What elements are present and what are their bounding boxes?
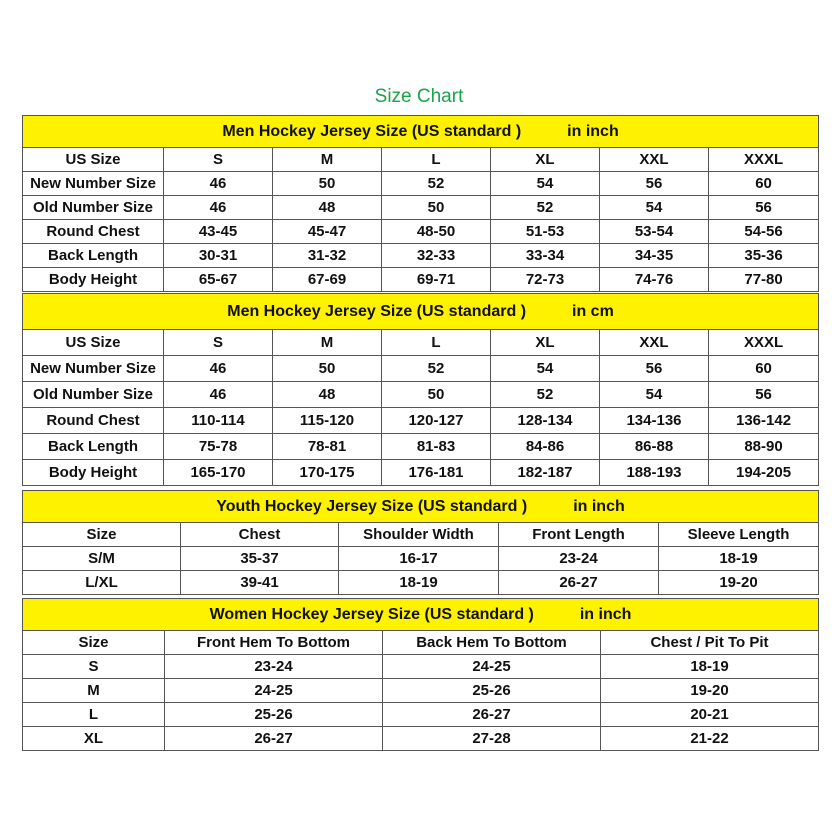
table-cell: 81-83 — [382, 434, 491, 460]
row-label: S/M — [23, 547, 181, 571]
column-header: Size — [23, 523, 181, 547]
column-header: XXXL — [709, 148, 819, 172]
table-cell: 54 — [600, 196, 709, 220]
table-cell: 50 — [273, 356, 382, 382]
table-cell: 48-50 — [382, 220, 491, 244]
table-cell: 33-34 — [491, 244, 600, 268]
column-header-row — [23, 523, 819, 547]
row-label: Old Number Size — [23, 382, 164, 408]
table-cell: 115-120 — [273, 408, 382, 434]
table-cell: 20-21 — [601, 703, 819, 727]
table-cell: 194-205 — [709, 460, 819, 486]
row-label: New Number Size — [23, 172, 164, 196]
table-row — [23, 382, 819, 408]
table-cell: 46 — [164, 382, 273, 408]
table-cell: 39-41 — [181, 571, 339, 595]
column-header: XL — [491, 330, 600, 356]
table-cell: 32-33 — [382, 244, 491, 268]
column-header: XXL — [600, 330, 709, 356]
column-header: Front Length — [499, 523, 659, 547]
table-cell: 77-80 — [709, 268, 819, 292]
table-cell: 54-56 — [709, 220, 819, 244]
column-header: US Size — [23, 330, 164, 356]
table-cell: 18-19 — [339, 571, 499, 595]
column-header: Chest / Pit To Pit — [601, 631, 819, 655]
column-header: Shoulder Width — [339, 523, 499, 547]
column-header: S — [164, 148, 273, 172]
column-header: S — [164, 330, 273, 356]
table-cell: 52 — [382, 172, 491, 196]
table-cell: 69-71 — [382, 268, 491, 292]
table-row — [23, 547, 819, 571]
table-cell: 30-31 — [164, 244, 273, 268]
men-cm-table — [22, 293, 819, 486]
row-label: M — [23, 679, 165, 703]
table-cell: 128-134 — [491, 408, 600, 434]
row-label: Old Number Size — [23, 196, 164, 220]
table-cell: 35-36 — [709, 244, 819, 268]
table-cell: 52 — [382, 356, 491, 382]
table-cell: 24-25 — [165, 679, 383, 703]
table-cell: 170-175 — [273, 460, 382, 486]
unit-text: in inch — [573, 497, 625, 515]
table-cell: 26-27 — [499, 571, 659, 595]
table-row — [23, 655, 819, 679]
table-cell: 54 — [491, 356, 600, 382]
row-label: L — [23, 703, 165, 727]
table-cell: 26-27 — [383, 703, 601, 727]
table-row — [23, 172, 819, 196]
table-cell: 48 — [273, 382, 382, 408]
row-label: Round Chest — [23, 220, 164, 244]
table-cell: 19-20 — [659, 571, 819, 595]
column-header: L — [382, 148, 491, 172]
column-header: M — [273, 330, 382, 356]
row-label: Round Chest — [23, 408, 164, 434]
table-cell: 25-26 — [383, 679, 601, 703]
table-cell: 75-78 — [164, 434, 273, 460]
table-row — [23, 408, 819, 434]
table-cell: 23-24 — [165, 655, 383, 679]
women-inch-table — [22, 598, 819, 751]
table-cell: 53-54 — [600, 220, 709, 244]
row-label: L/XL — [23, 571, 181, 595]
men-cm-heading-row — [23, 294, 819, 330]
table-cell: 27-28 — [383, 727, 601, 751]
table-cell: 165-170 — [164, 460, 273, 486]
column-header-row — [23, 148, 819, 172]
men-inch-heading-row — [23, 116, 819, 148]
column-header: Size — [23, 631, 165, 655]
heading-text: Youth Hockey Jersey Size (US standard ) — [216, 497, 528, 515]
men-cm-heading — [23, 294, 819, 330]
table-cell: 34-35 — [600, 244, 709, 268]
column-header: Back Hem To Bottom — [383, 631, 601, 655]
column-header: XL — [491, 148, 600, 172]
table-cell: 60 — [709, 172, 819, 196]
table-cell: 120-127 — [382, 408, 491, 434]
table-cell: 50 — [273, 172, 382, 196]
column-header: XXXL — [709, 330, 819, 356]
table-cell: 182-187 — [491, 460, 600, 486]
heading-text: Men Hockey Jersey Size (US standard ) — [227, 302, 527, 320]
women-heading — [23, 599, 819, 631]
men-inch-heading — [23, 116, 819, 148]
table-cell: 56 — [709, 196, 819, 220]
table-cell: 50 — [382, 196, 491, 220]
table-cell: 21-22 — [601, 727, 819, 751]
table-row — [23, 196, 819, 220]
table-row — [23, 679, 819, 703]
table-row — [23, 460, 819, 486]
table-cell: 31-32 — [273, 244, 382, 268]
table-cell: 46 — [164, 356, 273, 382]
table-cell: 24-25 — [383, 655, 601, 679]
table-cell: 72-73 — [491, 268, 600, 292]
row-label: S — [23, 655, 165, 679]
table-cell: 84-86 — [491, 434, 600, 460]
table-cell: 48 — [273, 196, 382, 220]
table-cell: 65-67 — [164, 268, 273, 292]
table-cell: 45-47 — [273, 220, 382, 244]
table-cell: 176-181 — [382, 460, 491, 486]
column-header-row — [23, 631, 819, 655]
table-row — [23, 220, 819, 244]
table-row — [23, 434, 819, 460]
table-row — [23, 703, 819, 727]
table-row — [23, 727, 819, 751]
table-cell: 26-27 — [165, 727, 383, 751]
table-cell: 78-81 — [273, 434, 382, 460]
table-cell: 52 — [491, 196, 600, 220]
table-cell: 19-20 — [601, 679, 819, 703]
table-row — [23, 571, 819, 595]
column-header: Chest — [181, 523, 339, 547]
column-header: XXL — [600, 148, 709, 172]
heading-text: Men Hockey Jersey Size (US standard ) — [222, 122, 522, 140]
column-header: US Size — [23, 148, 164, 172]
table-cell: 51-53 — [491, 220, 600, 244]
youth-heading-row — [23, 491, 819, 523]
unit-text: in cm — [572, 302, 614, 320]
table-cell: 25-26 — [165, 703, 383, 727]
table-cell: 52 — [491, 382, 600, 408]
table-cell: 50 — [382, 382, 491, 408]
unit-text: in inch — [579, 605, 632, 623]
row-label: Body Height — [23, 460, 164, 486]
table-cell: 18-19 — [601, 655, 819, 679]
table-cell: 60 — [709, 356, 819, 382]
column-header: Front Hem To Bottom — [165, 631, 383, 655]
youth-heading — [23, 491, 819, 523]
table-cell: 88-90 — [709, 434, 819, 460]
row-label: New Number Size — [23, 356, 164, 382]
table-cell: 35-37 — [181, 547, 339, 571]
table-cell: 46 — [164, 196, 273, 220]
table-cell: 56 — [709, 382, 819, 408]
table-cell: 56 — [600, 356, 709, 382]
youth-inch-table — [22, 490, 819, 595]
table-cell: 54 — [491, 172, 600, 196]
column-header: M — [273, 148, 382, 172]
column-header-row — [23, 330, 819, 356]
table-cell: 46 — [164, 172, 273, 196]
row-label: XL — [23, 727, 165, 751]
table-cell: 23-24 — [499, 547, 659, 571]
table-row — [23, 244, 819, 268]
table-cell: 134-136 — [600, 408, 709, 434]
table-row — [23, 268, 819, 292]
table-cell: 74-76 — [600, 268, 709, 292]
size-chart-title: Size Chart — [374, 86, 464, 107]
table-cell: 43-45 — [164, 220, 273, 244]
unit-text: in inch — [567, 122, 619, 140]
table-cell: 16-17 — [339, 547, 499, 571]
women-heading-row — [23, 599, 819, 631]
table-cell: 188-193 — [600, 460, 709, 486]
column-header: Sleeve Length — [659, 523, 819, 547]
table-cell: 110-114 — [164, 408, 273, 434]
table-cell: 86-88 — [600, 434, 709, 460]
table-cell: 67-69 — [273, 268, 382, 292]
table-cell: 18-19 — [659, 547, 819, 571]
table-cell: 136-142 — [709, 408, 819, 434]
row-label: Back Length — [23, 244, 164, 268]
column-header: L — [382, 330, 491, 356]
table-cell: 56 — [600, 172, 709, 196]
heading-text: Women Hockey Jersey Size (US standard ) — [209, 605, 534, 623]
men-inch-table — [22, 115, 819, 292]
row-label: Body Height — [23, 268, 164, 292]
table-cell: 54 — [600, 382, 709, 408]
row-label: Back Length — [23, 434, 164, 460]
table-row — [23, 356, 819, 382]
